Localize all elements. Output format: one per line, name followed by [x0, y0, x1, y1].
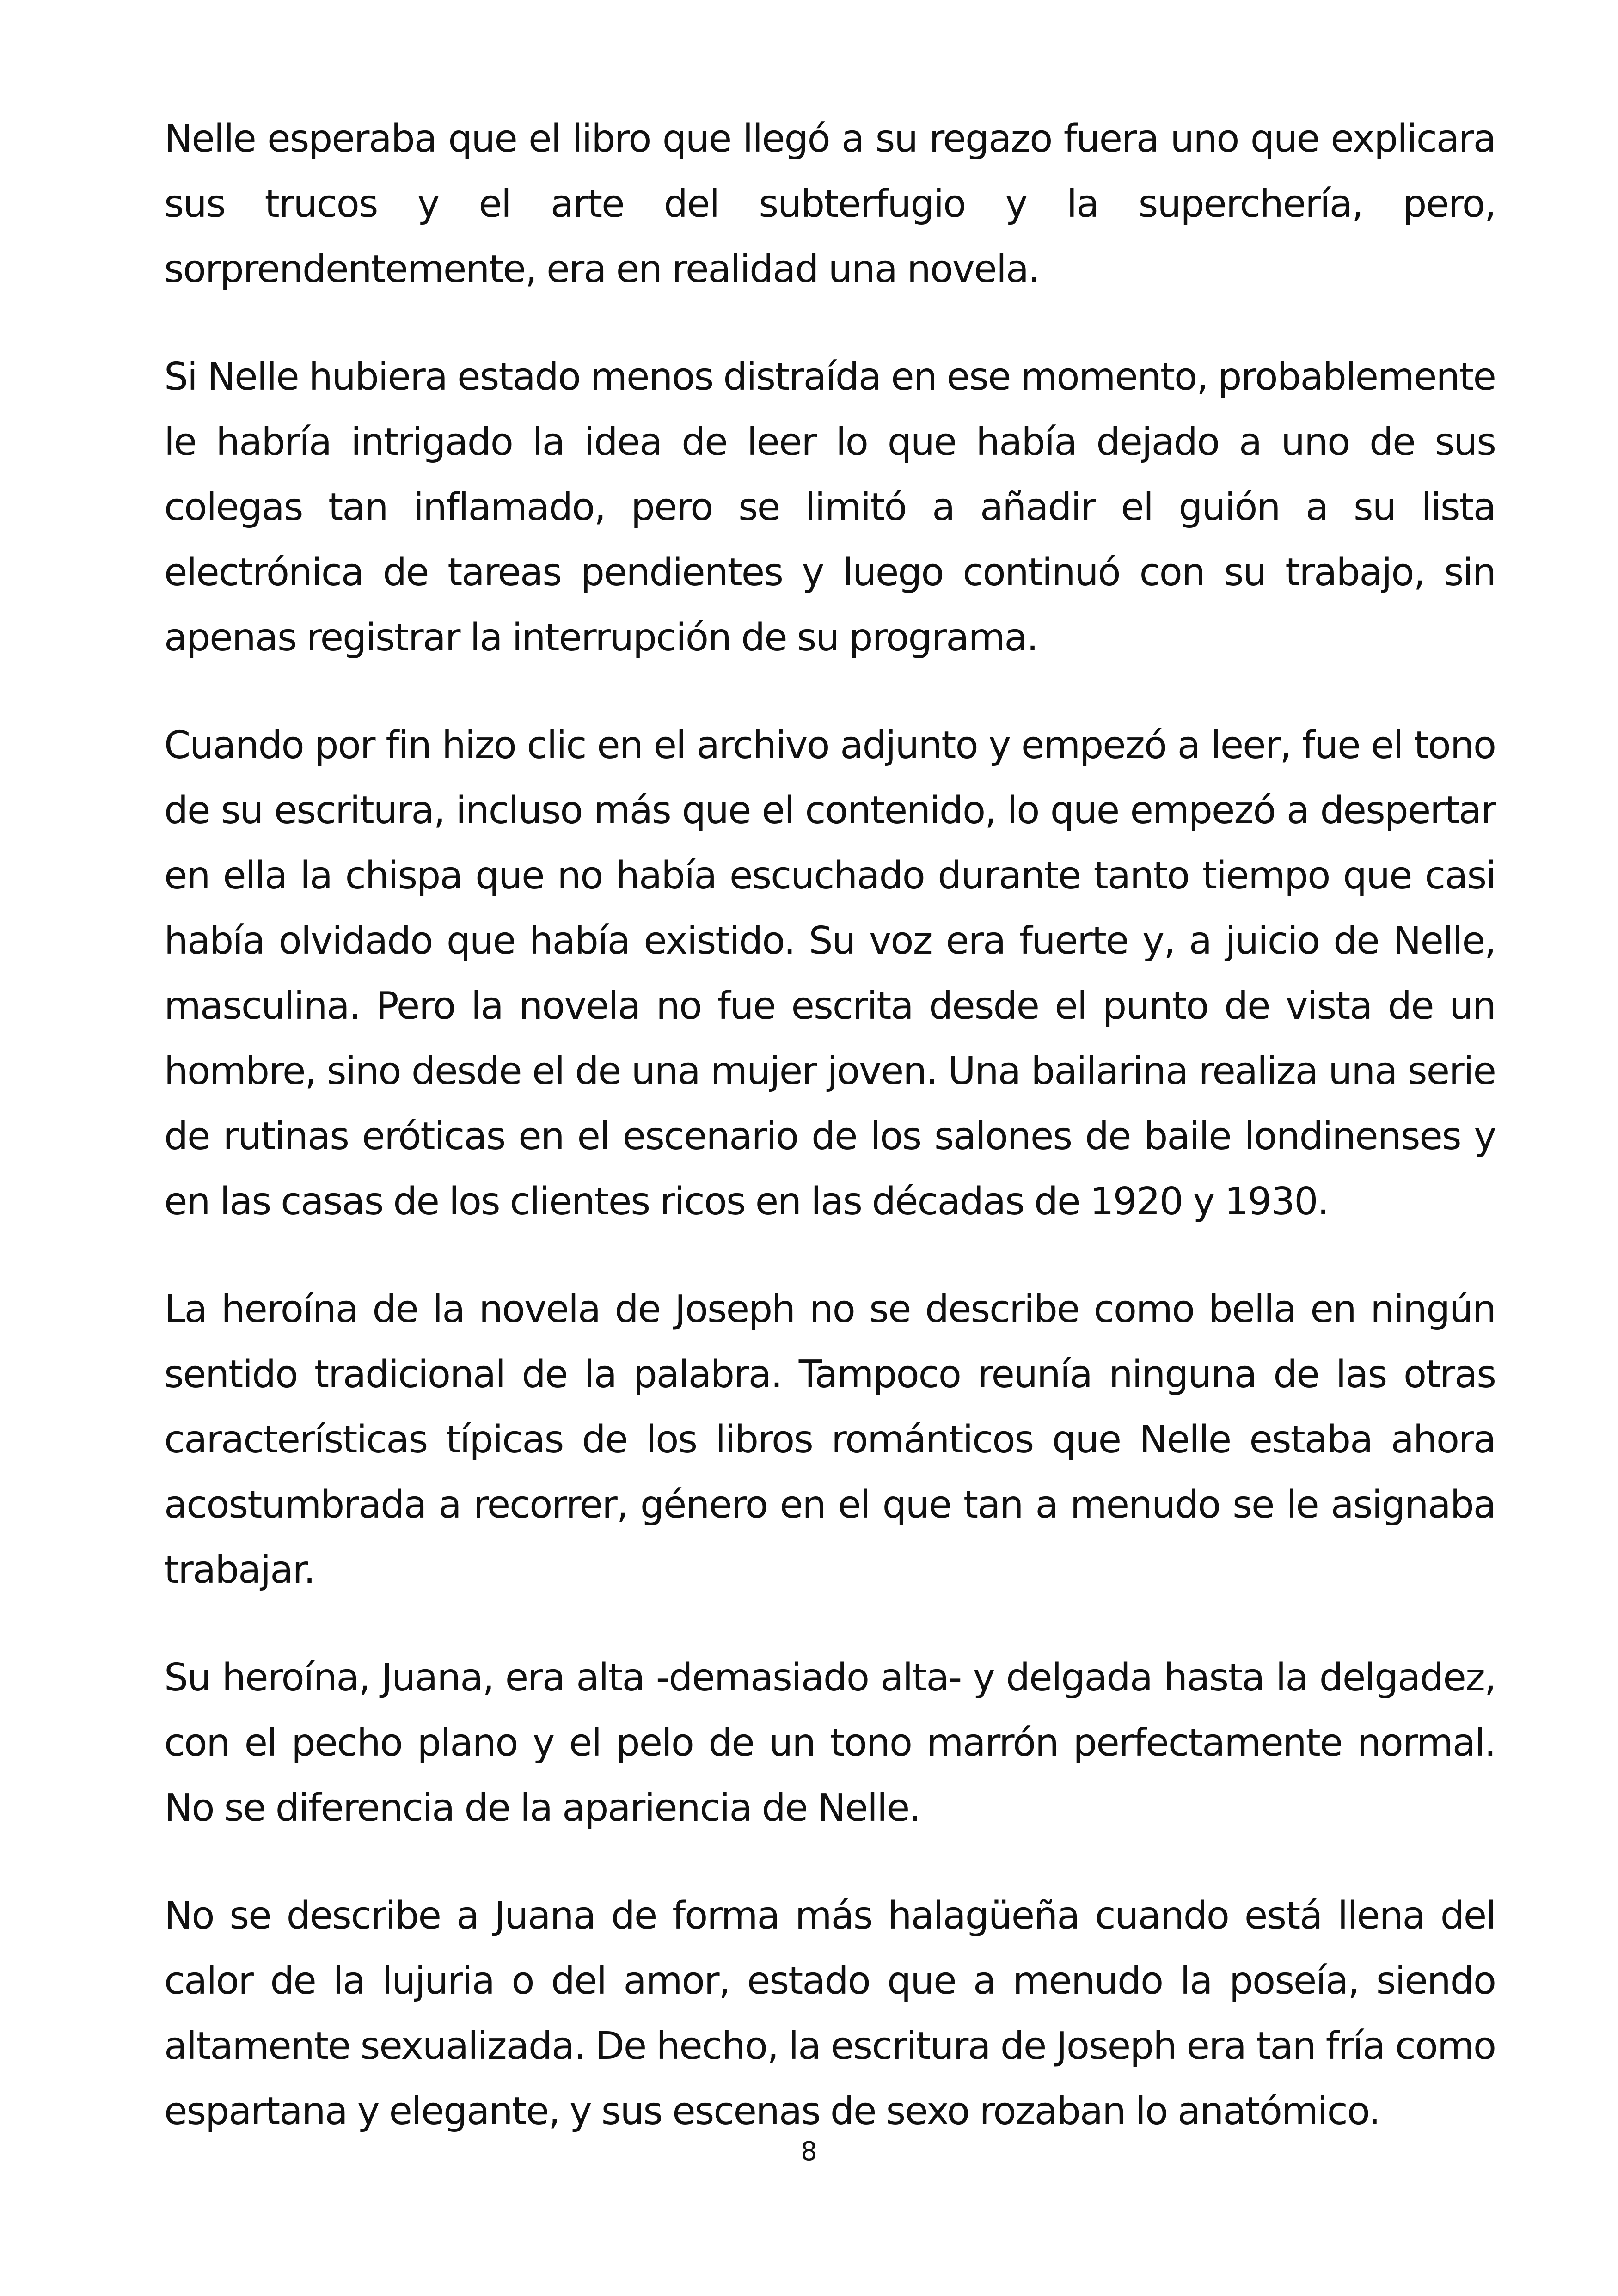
body-text	[164, 106, 1495, 2144]
paragraph-3: Cuando por fin hizo clic en el archivo adjunto y empezó a leer, fue el tono de su escritura, incluso más que el contenido, lo que empezó a despertar en ella la chispa que no había escuchado durante tanto tiempo que casi había olvidado que había existido. Su voz era fuerte y, a juicio de Nelle, masculina. Pero la novela no fue escrita desde el punto de vista de un hombre, sino desde el de una mujer joven. Una bailarina realiza una serie de rutinas eróticas en el escenario de los salones de baile londinenses y en las casas de los clientes ricos en las décadas de 1920 y 1930.	[164, 723, 1495, 1224]
paragraph-6: No se describe a Juana de forma más halagüeña cuando está llena del calor de la lujuria o del amor, estado que a menudo la poseía, siendo altamente sexualizada. De hecho, la escritura de Joseph era tan fría como espartana y elegante, y sus escenas de sexo rozaban lo anatómico.	[164, 1894, 1495, 2133]
paragraph-5: Su heroína, Juana, era alta -demasiado alta- y delgada hasta la delgadez, con el pecho plano y el pelo de un tono marrón perfectamente normal. No se diferencia de la apariencia de Nelle.	[164, 1656, 1495, 1830]
page-number: 8	[801, 2137, 817, 2167]
paragraph-4: La heroína de la novela de Joseph no se describe como bella en ningún sentido tradicional de la palabra. Tampoco reunía ninguna de las otras características típicas de los libros románticos que Nelle estaba ahora acostumbrada a recorrer, género en el que tan a menudo se le asignaba trabajar.	[164, 1287, 1495, 1592]
paragraph-1: Nelle esperaba que el libro que llegó a su regazo fuera uno que explicara sus trucos y el arte del subterfugio y la superchería, pero, sorprendentemente, era en realidad una novela.	[164, 117, 1495, 291]
paragraph-2: Si Nelle hubiera estado menos distraída en ese momento, probablemente le habría intrigado la idea de leer lo que había dejado a uno de sus colegas tan inflamado, pero se limitó a añadir el guión a su lista electrónica de tareas pendientes y luego continuó con su trabajo, sin apenas registrar la interrupción de su programa.	[164, 355, 1495, 660]
